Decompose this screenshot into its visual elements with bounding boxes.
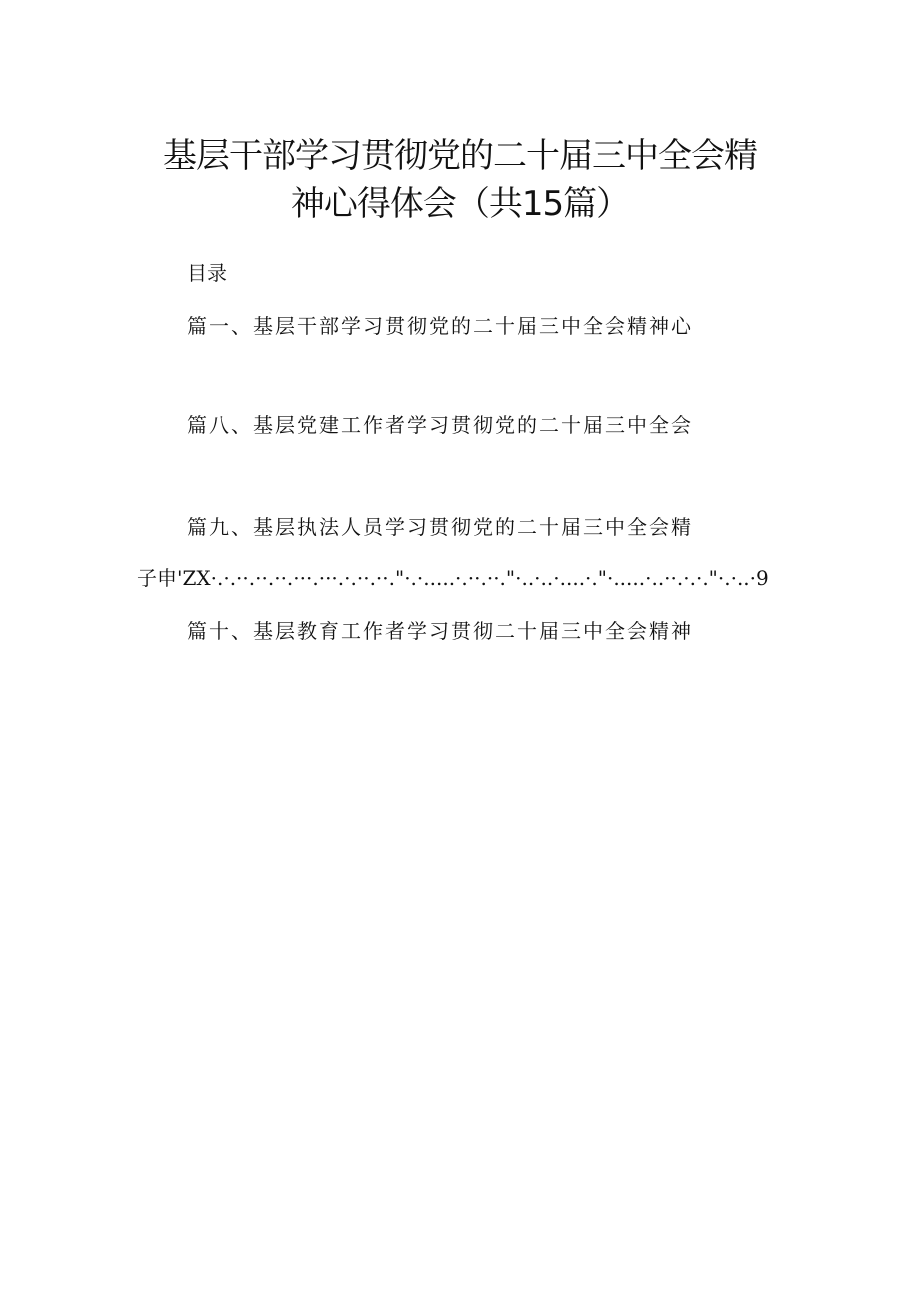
- toc-entry-9: 篇九、基层执法人员学习贯彻党的二十届三中全会精: [187, 515, 693, 539]
- toc-entry-1: 篇一、基层干部学习贯彻党的二十届三中全会精神心: [187, 314, 693, 338]
- toc-entry-10: 篇十、基层教育工作者学习贯彻二十届三中全会精神: [187, 619, 693, 643]
- document-title-line-2: 神心得体会（共15篇）: [290, 184, 630, 224]
- document-title-line-1: 基层干部学习贯彻党的二十届三中全会精: [163, 136, 757, 176]
- toc-heading: 目录: [187, 261, 227, 285]
- toc-entry-8: 篇八、基层党建工作者学习贯彻党的二十届三中全会: [187, 413, 693, 437]
- toc-entry-9-continuation: 子申'ZX·.·.··.··.··.···.···.·.··.··."·.·.....·.··.··."·..·..·....·."·.....·..··.·.·."·.·..·9: [137, 566, 769, 590]
